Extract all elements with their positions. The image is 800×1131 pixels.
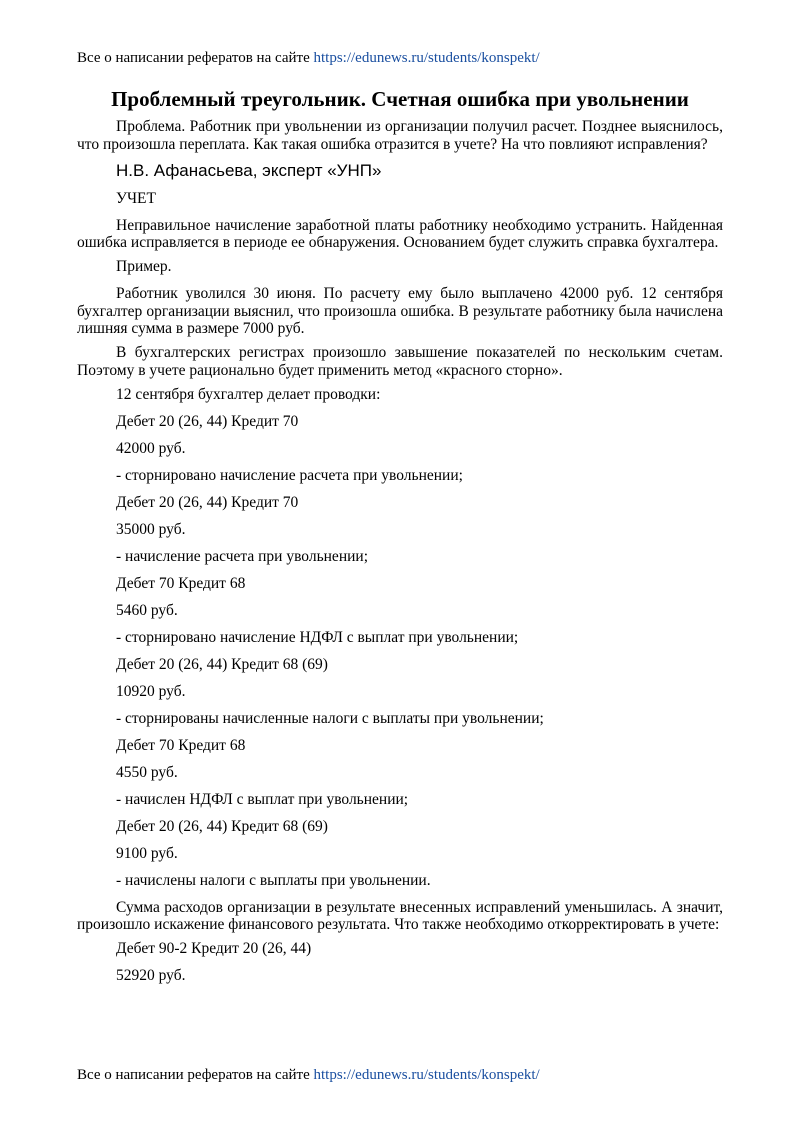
entry-line: - сторнированы начисленные налоги с выплаты при увольнении; [116,709,544,727]
section-heading: УЧЕТ [116,189,156,207]
footer-text: Все о написании рефератов на сайте [77,1067,310,1083]
entry-line: Дебет 20 (26, 44) Кредит 70 [116,412,299,430]
entry-line: - сторнировано начисление расчета при увольнении; [116,466,463,484]
document-body [77,118,723,994]
entries-list [77,413,723,890]
intro-paragraph: Неправильное начисление заработной платы работнику необходимо устранить. Найденная ошибка исправляется в периоде ее обнаружения. Основанием будет служить справка бухгалтера. [77,216,723,251]
entry-line: 5460 руб. [116,601,178,619]
footer-link[interactable]: https://edunews.ru/students/konspekt/ [313,1067,540,1083]
page-header [77,49,723,67]
entry-line: Дебет 20 (26, 44) Кредит 68 (69) [116,655,328,673]
page-footer [77,1066,723,1084]
entry-line: - начислен НДФЛ с выплат при увольнении; [116,790,409,808]
method-paragraph: В бухгалтерских регистрах произошло завышение показателей по нескольким счетам. Поэтому в учете рационально будет применить метод «красного сторно». [77,344,723,379]
entry-line: Дебет 20 (26, 44) Кредит 70 [116,493,299,511]
header-text: Все о написании рефератов на сайте [77,50,310,66]
document-title: Проблемный треугольник. Счетная ошибка при увольнении [111,87,689,111]
entries-intro: 12 сентября бухгалтер делает проводки: [116,385,381,403]
final-entry-line: 52920 руб. [116,967,186,984]
entry-line: 9100 руб. [116,844,178,862]
entry-line: 4550 руб. [116,763,178,781]
entry-line: - сторнировано начисление НДФЛ с выплат при увольнении; [116,628,519,646]
example-label: Пример. [116,258,172,275]
entry-line: 10920 руб. [116,682,186,700]
entry-line: 42000 руб. [116,439,186,457]
header-link[interactable]: https://edunews.ru/students/konspekt/ [313,50,540,66]
entry-line: Дебет 70 Кредит 68 [116,574,246,592]
entry-line: - начисление расчета при увольнении; [116,547,369,565]
problem-paragraph: Проблема. Работник при увольнении из организации получил расчет. Позднее выяснилось, что произошла переплата. Как такая ошибка отразится в учете? На что повлияют исправления? [77,118,723,153]
example-paragraph: Работник уволился 30 июня. По расчету ему было выплачено 42000 руб. 12 сентября бухгалтер организации выяснил, что произошла ошибка. В результате работнику была начислена лишняя сумма в размере 7000 руб. [77,285,723,337]
entry-line: - начислены налоги с выплаты при увольнении. [116,871,431,889]
final-entry-line: Дебет 90-2 Кредит 20 (26, 44) [116,940,312,957]
entry-line: Дебет 70 Кредит 68 [116,736,246,754]
entry-line: 35000 руб. [116,520,186,538]
conclusion-paragraph: Сумма расходов организации в результате внесенных исправлений уменьшилась. А значит, произошло искажение финансового результата. Что также необходимо откорректировать в учете: [77,898,723,933]
entry-line: Дебет 20 (26, 44) Кредит 68 (69) [116,817,328,835]
author-line: Н.В. Афанасьева, эксперт «УНП» [116,160,382,180]
